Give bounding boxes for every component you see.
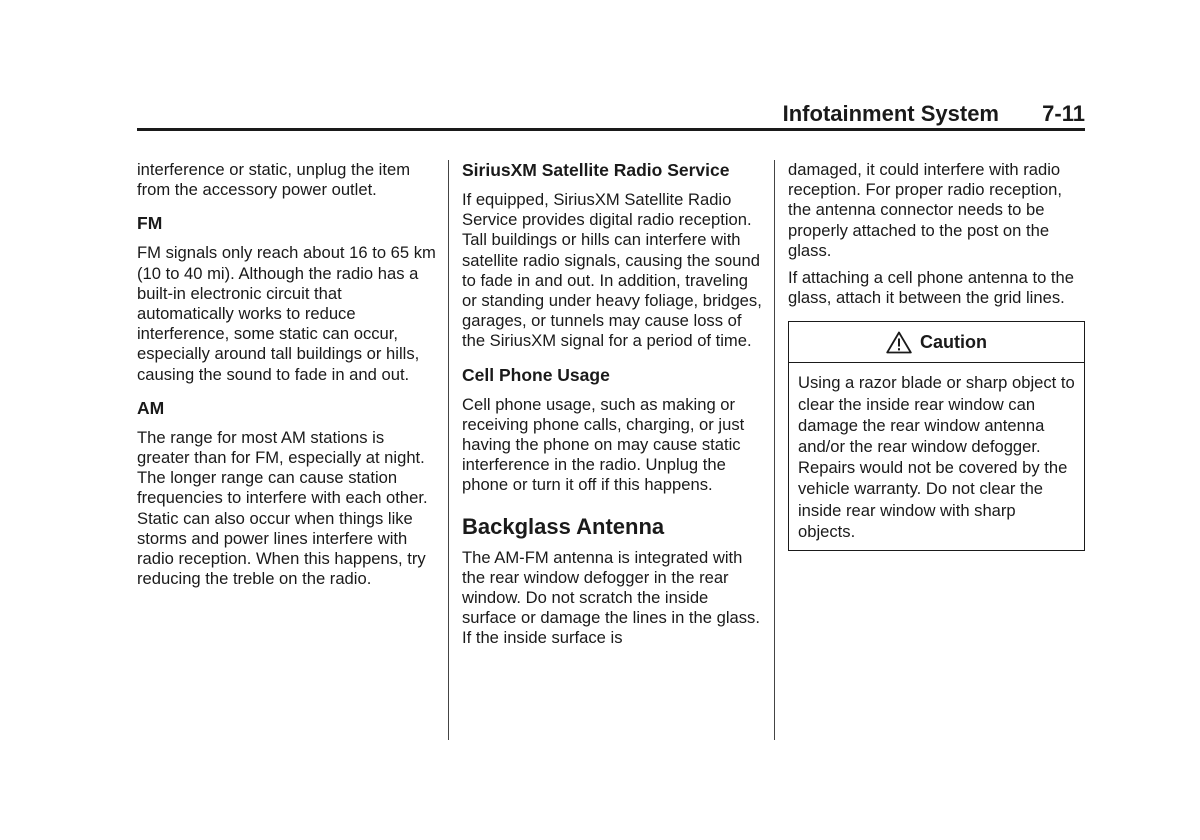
siriusxm-paragraph: If equipped, SiriusXM Satellite Radio Service provides digital radio reception. Tall buildings or hills can interfere with satellite radio signals, causing the sound to fade in and out. In addition, traveling or standing under heavy foliage, bridges, garages, or tunnels may cause loss of the SiriusXM signal for a period of time. — [462, 190, 762, 351]
page-header — [137, 96, 1085, 132]
fm-heading: FM — [137, 213, 163, 234]
cell-antenna-paragraph: If attaching a cell phone antenna to the glass, attach it between the grid lines. — [788, 268, 1074, 308]
column-1 — [137, 160, 437, 596]
siriusxm-heading: SiriusXM Satellite Radio Service — [462, 160, 730, 180]
header-rule — [137, 128, 1085, 131]
caution-header — [789, 322, 1084, 363]
intro-paragraph: interference or static, unplug the item from the accessory power outlet. — [137, 160, 411, 200]
caution-box — [788, 321, 1085, 551]
am-paragraph: The range for most AM stations is greater than for FM, especially at night. The longer range can cause station frequencies to interfere with each other. Static can also occur when things like storms and power lines interfere with radio reception. When this happens, try reducing the treble on the radio. — [137, 427, 428, 589]
column-divider — [448, 160, 449, 740]
cell-phone-paragraph: Cell phone usage, such as making or receiving phone calls, charging, or just having the phone on may cause static interference in the radio. Unplug the phone or turn it off if this happens. — [462, 394, 745, 495]
fm-paragraph: FM signals only reach about 16 to 65 km (10 to 40 mi). Although the radio has a built-in electronic circuit that automatically works to reduce interference, some static can occur, especially around tall buildings or hills, causing the sound to fade in and out. — [137, 243, 436, 384]
backglass-antenna-heading: Backglass Antenna — [462, 513, 665, 539]
section-title: Infotainment System — [782, 101, 999, 126]
warning-triangle-icon — [886, 331, 912, 354]
cell-phone-heading: Cell Phone Usage — [462, 364, 610, 385]
backglass-antenna-paragraph: The AM-FM antenna is integrated with the rear window defogger in the rear window. Do not scratch the inside surface or damage the lines in the glass. If the inside surface is — [462, 547, 760, 648]
column-divider — [774, 160, 775, 740]
continued-paragraph: damaged, it could interfere with radio reception. For proper radio reception, the antenna connector needs to be properly attached to the post on the glass. — [788, 160, 1062, 260]
caution-text: Using a razor blade or sharp object to clear the inside rear window can damage the rear window antenna and/or the rear window defogger. Repairs would not be covered by the vehicle warranty. Do not clear the inside rear window with sharp objects. — [798, 373, 1075, 541]
column-3 — [788, 160, 1086, 551]
am-heading: AM — [137, 397, 165, 418]
page-number: 7-11 — [1042, 101, 1085, 126]
caution-title: Caution — [920, 332, 987, 353]
column-2 — [462, 160, 764, 656]
